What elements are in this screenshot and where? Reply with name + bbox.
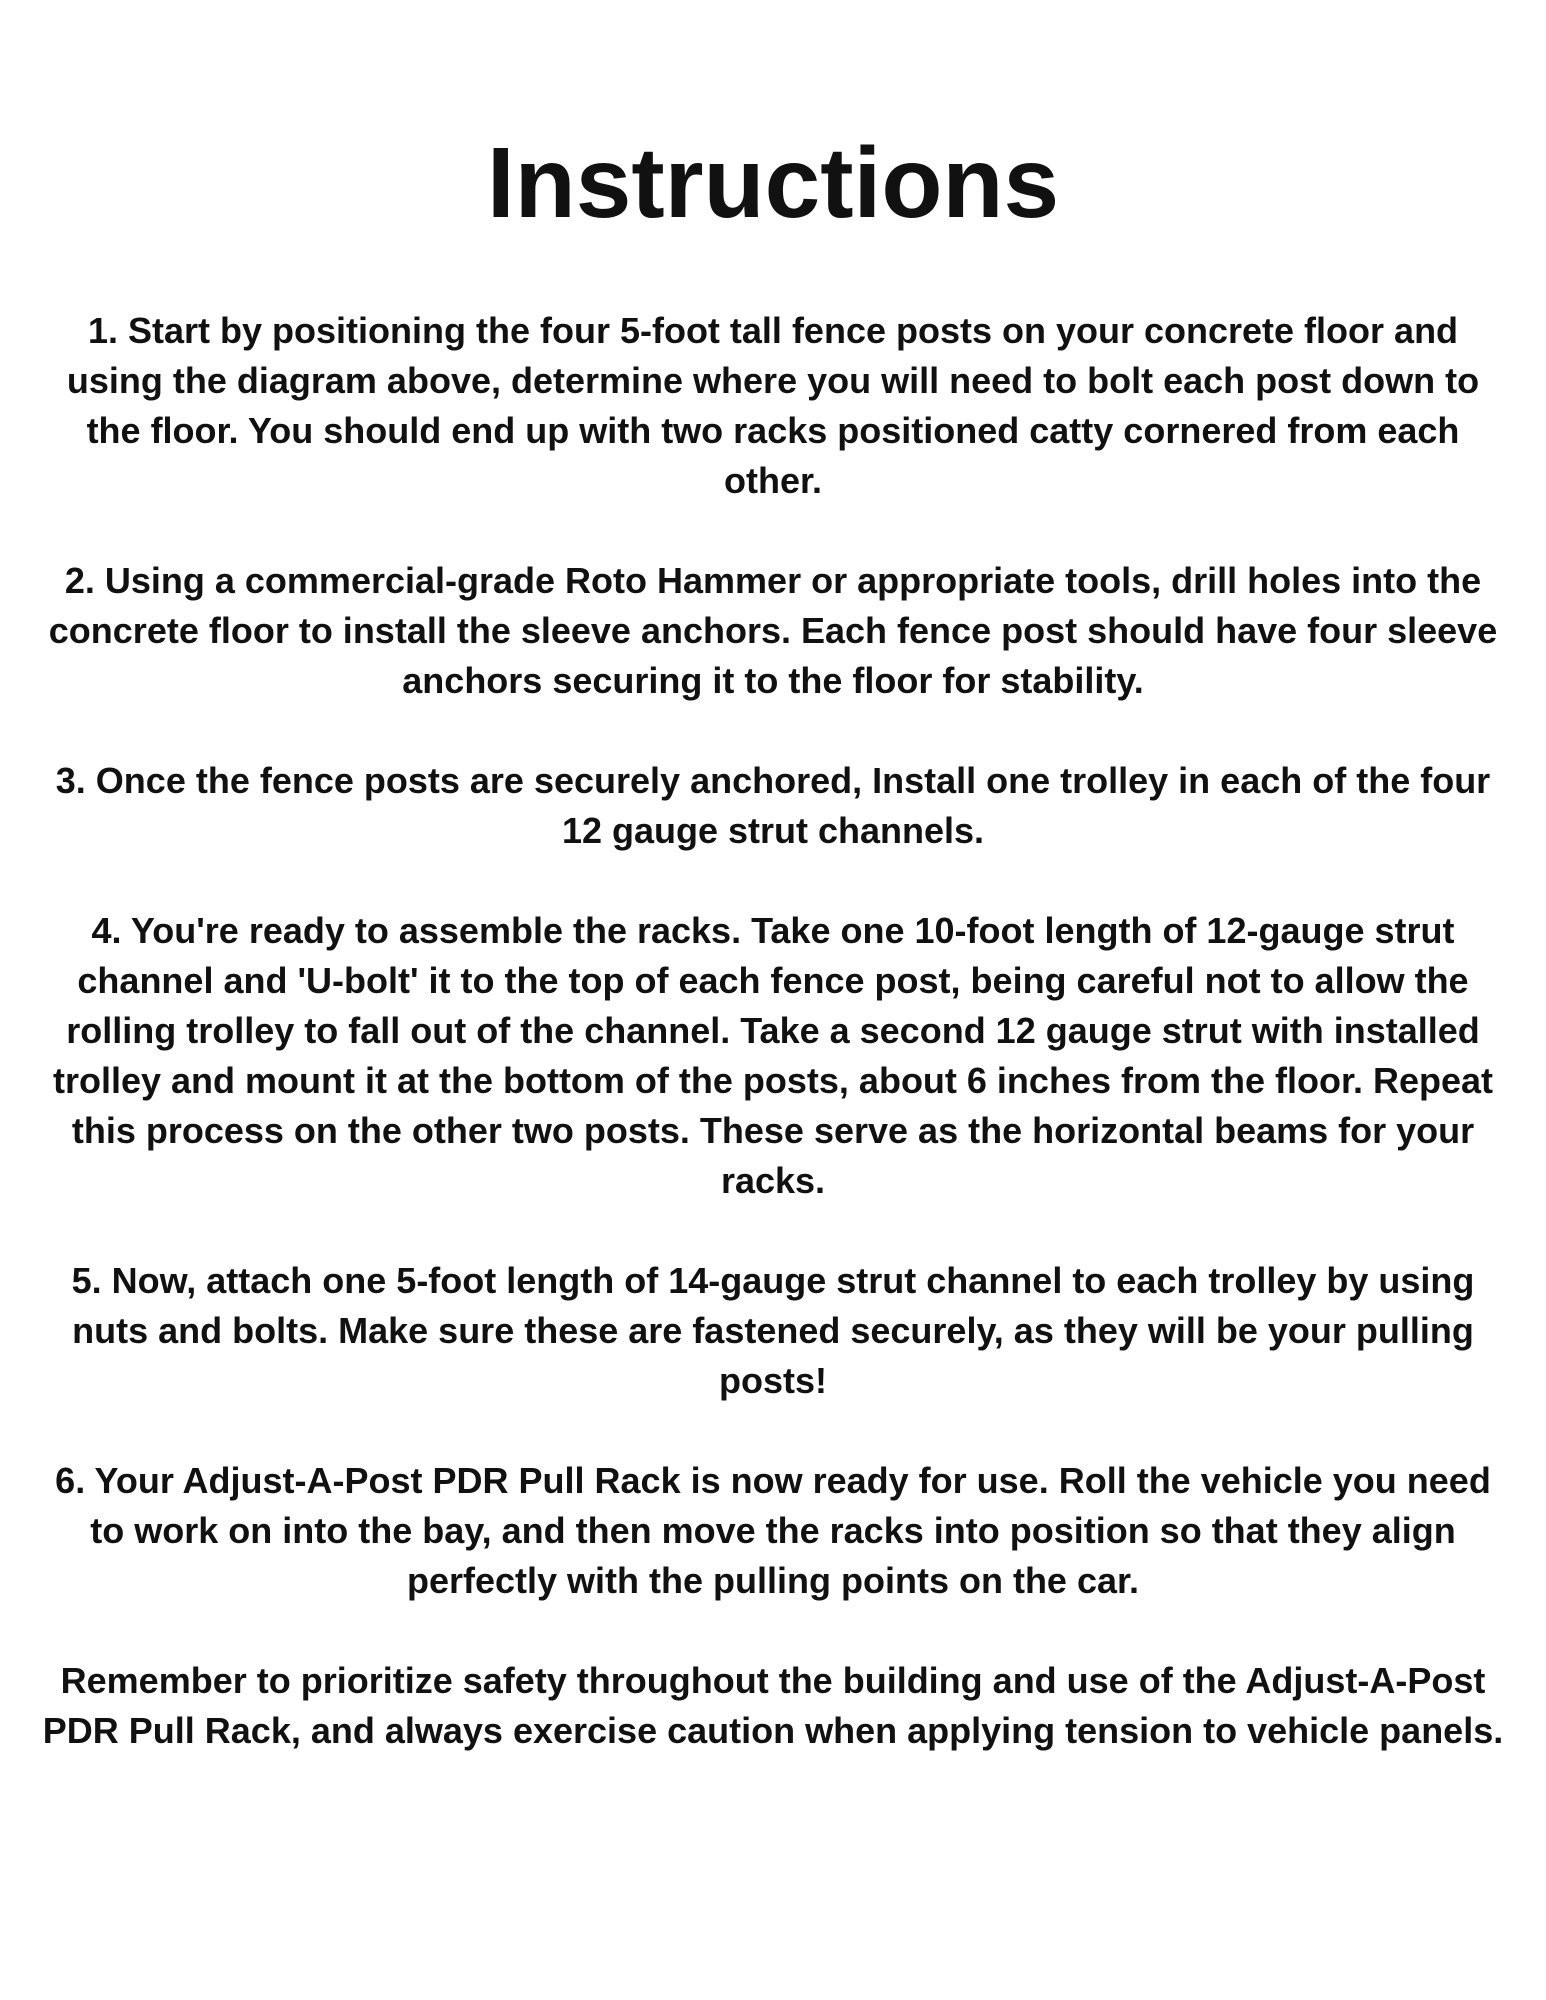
instructions-body: [40, 306, 1506, 1756]
closing-note: Remember to prioritize safety throughout the building and use of the Adjust-A-Post PDR Pull Rack, and always exercise caution when applying tension to vehicle panels.: [42, 1660, 1504, 1751]
step-1: 1. Start by positioning the four 5-foot tall fence posts on your concrete floor and using the diagram above, determine where you will need to bolt each post down to the floor. You should end up with two racks positioned catty cornered from each other.: [66, 310, 1480, 501]
step-2: 2. Using a commercial-grade Roto Hammer or appropriate tools, drill holes into the concrete floor to install the sleeve anchors. Each fence post should have four sleeve anchors securing it to the floor for stability.: [48, 560, 1498, 701]
step-6: 6. Your Adjust-A-Post PDR Pull Rack is now ready for use. Roll the vehicle you need to work on into the bay, and then move the racks into position so that they align perfectly with the pulling points on the car.: [55, 1460, 1491, 1601]
step-4: 4. You're ready to assemble the racks. Take one 10-foot length of 12-gauge strut channel and 'U-bolt' it to the top of each fence post, being careful not to allow the rolling trolley to fall out of the channel. Take a second 12 gauge strut with installed trolley and mount it at the bottom of the posts, about 6 inches from the floor. Repeat this process on the other two posts. These serve as the horizontal beams for your racks.: [52, 910, 1494, 1201]
page-title: Instructions: [486, 127, 1060, 239]
step-5: 5. Now, attach one 5-foot length of 14-gauge strut channel to each trolley by using nuts and bolts. Make sure these are fastened securely, as they will be your pulling posts!: [71, 1260, 1475, 1401]
step-3: 3. Once the fence posts are securely anchored, Install one trolley in each of the four 12 gauge strut channels.: [55, 760, 1491, 851]
